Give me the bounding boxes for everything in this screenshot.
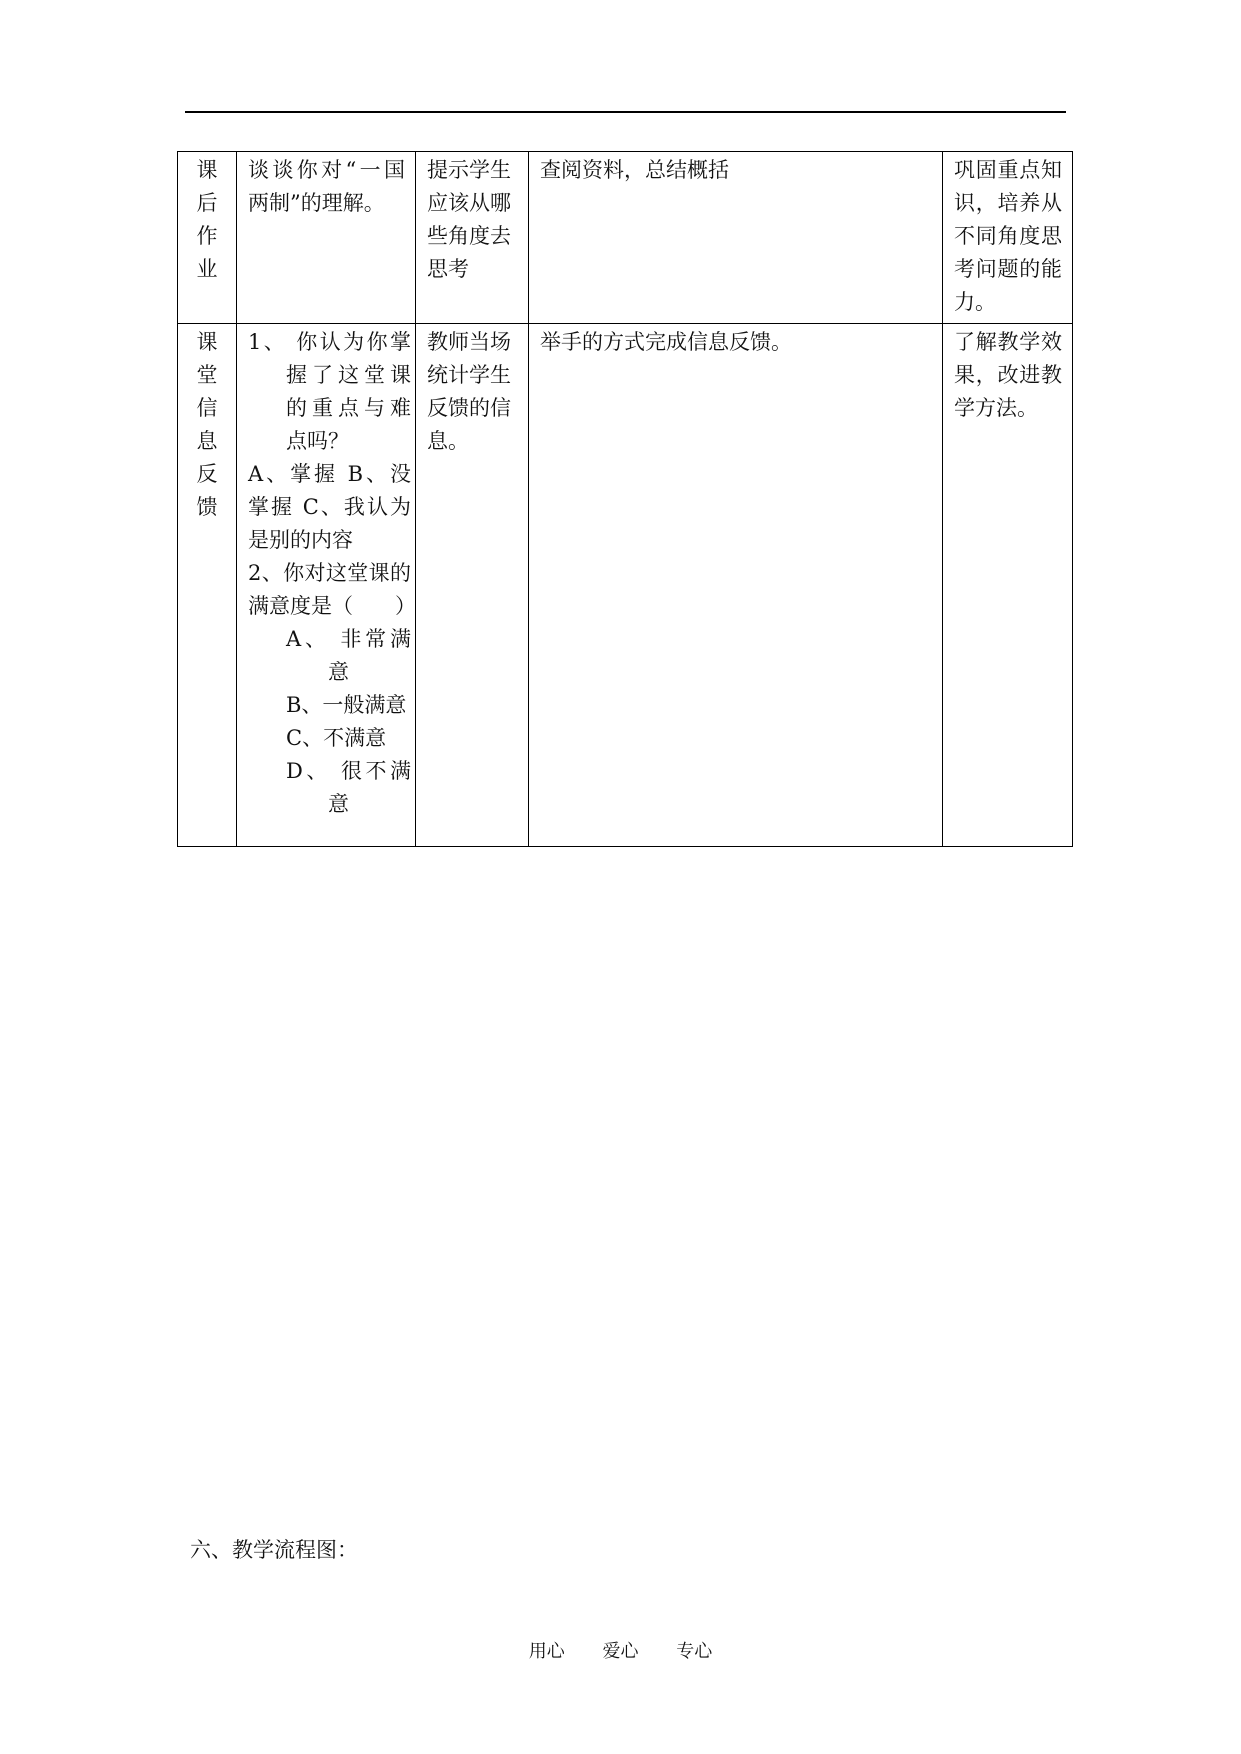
category-char: 堂 (196, 363, 218, 387)
content-text: 谈谈你对“一国两制”的理解。 (248, 158, 405, 215)
lesson-plan-table (177, 151, 1073, 847)
teacher-activity-cell: 提示学生应该从哪些角度去思考 (416, 152, 529, 324)
table-row-feedback (178, 324, 1073, 847)
content-cell (237, 324, 416, 847)
footer-word: 爱心 (602, 1641, 639, 1662)
question-2-option: D、 很不满意 (286, 759, 411, 816)
category-char: 作 (196, 224, 218, 248)
student-activity-cell: 查阅资料，总结概括 (529, 152, 943, 324)
question-2-option: B、一般满意 (286, 693, 407, 717)
purpose-cell: 巩固重点知识，培养从不同角度思考问题的能力。 (943, 152, 1073, 324)
content-cell (237, 152, 416, 324)
section-title: 六、教学流程图： (190, 1538, 358, 1562)
page-footer (0, 1640, 1241, 1664)
question-1-options: A、掌握 B、没掌握 C、我认为是别的内容 (248, 462, 411, 552)
question-2-option: C、不满意 (286, 726, 387, 750)
teacher-activity-cell: 教师当场统计学生反馈的信息。 (416, 324, 529, 847)
category-cell (178, 324, 237, 847)
footer-word: 用心 (528, 1641, 565, 1662)
student-activity-cell: 举手的方式完成信息反馈。 (529, 324, 943, 847)
category-char: 反 (196, 462, 218, 486)
category-char: 后 (196, 191, 218, 215)
question-1: 1、 你认为你掌握了这堂课的重点与难点吗？ (248, 330, 411, 453)
category-cell (178, 152, 237, 324)
question-2-option: A、 非常满意 (286, 627, 411, 684)
table-row-homework (178, 152, 1073, 324)
category-char: 业 (196, 257, 218, 281)
footer-word: 专心 (676, 1641, 713, 1662)
header-rule (185, 111, 1066, 113)
category-char: 馈 (196, 495, 218, 519)
category-char: 课 (196, 158, 218, 182)
question-2: 2、你对这堂课的满意度是（ ） (248, 561, 416, 618)
purpose-cell: 了解教学效果，改进教学方法。 (943, 324, 1073, 847)
category-char: 课 (196, 330, 218, 354)
category-char: 息 (196, 429, 218, 453)
category-char: 信 (196, 396, 218, 420)
